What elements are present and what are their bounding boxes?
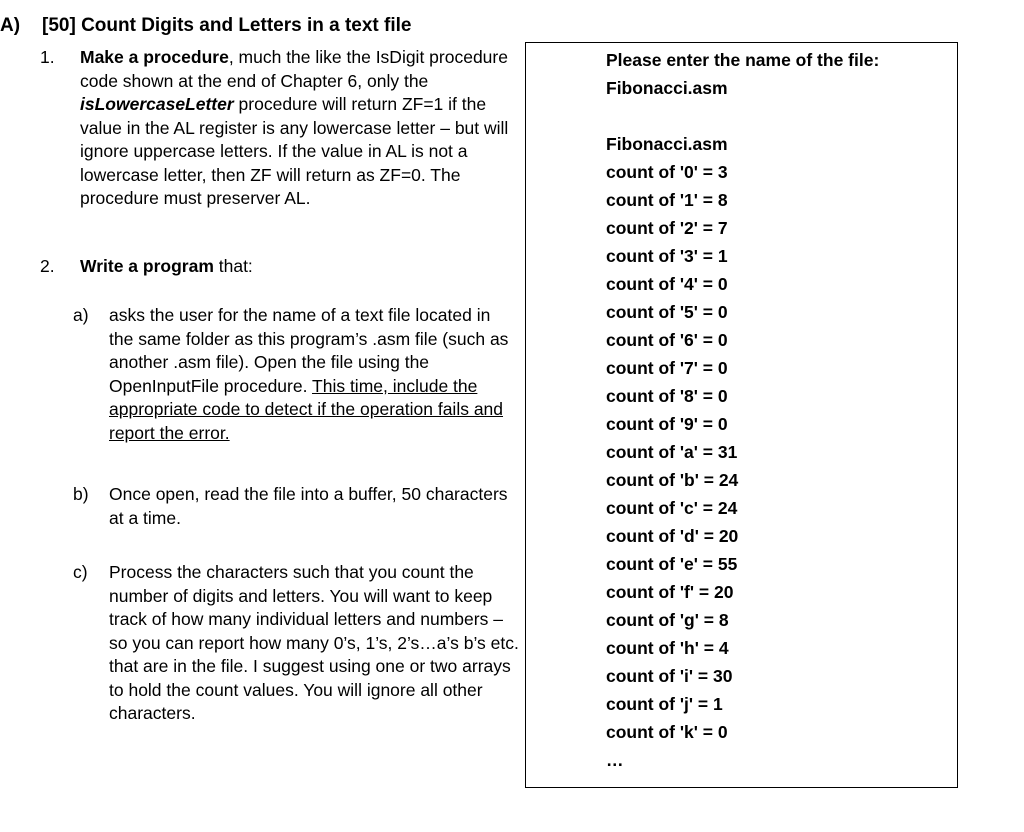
console-count-line: count of 'g' = 8 xyxy=(606,610,729,630)
console-count-line: count of '6' = 0 xyxy=(606,330,728,350)
console-count-line: count of '2' = 7 xyxy=(606,218,728,238)
console-count-line: count of '7' = 0 xyxy=(606,358,728,378)
sub-item-a xyxy=(73,304,519,445)
console-filename: Fibonacci.asm xyxy=(606,134,728,154)
console-output-box xyxy=(525,42,958,788)
console-count-line: count of 'b' = 24 xyxy=(606,470,739,490)
section-title: [50] Count Digits and Letters in a text file xyxy=(42,15,412,36)
sub-item-label: c) xyxy=(73,562,88,582)
console-ellipsis: … xyxy=(606,750,624,770)
console-input: Fibonacci.asm xyxy=(606,78,728,98)
item-1-text-b: procedure will return ZF=1 if the value in the AL register is any lowercase letter – but will ignore uppercase letters. If the value in AL is not a lowercase letter, then ZF will return as ZF=0. The procedure must preserver AL. xyxy=(80,94,509,208)
item-number: 1. xyxy=(40,47,55,67)
console-count-line: count of 'c' = 24 xyxy=(606,498,738,518)
console-prompt: Please enter the name of the file: xyxy=(606,50,880,70)
instruction-item-1 xyxy=(40,46,516,211)
console-count-line: count of 'i' = 30 xyxy=(606,666,733,686)
console-count-line: count of 'e' = 55 xyxy=(606,554,738,574)
console-count-line: count of '0' = 3 xyxy=(606,162,728,182)
item-2-text: that: xyxy=(213,256,253,276)
sub-item-label: b) xyxy=(73,484,89,504)
item-2-body xyxy=(80,255,516,279)
console-count-line: count of 'k' = 0 xyxy=(606,722,728,742)
console-count-line: count of '8' = 0 xyxy=(606,386,728,406)
item-1-lead: Make a procedure xyxy=(80,47,229,67)
section-heading xyxy=(0,14,412,38)
sub-item-c xyxy=(73,561,519,726)
sub-item-b-text: Once open, read the file into a buffer, 50 characters at a time. xyxy=(109,484,508,528)
item-number: 2. xyxy=(40,256,55,276)
console-count-line: count of '1' = 8 xyxy=(606,190,728,210)
instruction-item-2 xyxy=(40,255,516,279)
console-count-line: count of 'a' = 31 xyxy=(606,442,738,462)
item-1-body xyxy=(80,46,516,211)
sub-item-label: a) xyxy=(73,305,89,325)
console-count-line: count of '4' = 0 xyxy=(606,274,728,294)
section-letter: A) xyxy=(0,15,21,36)
console-count-line: count of 'd' = 20 xyxy=(606,526,739,546)
console-count-line: count of 'j' = 1 xyxy=(606,694,723,714)
sub-item-a-underlined: This time, include the appropriate code to detect if the operation fails and report the error. xyxy=(109,375,504,443)
item-2-lead: Write a program xyxy=(80,256,214,276)
console-count-line: count of '3' = 1 xyxy=(606,246,728,266)
sub-item-c-text: Process the characters such that you count the number of digits and letters. You will want to keep track of how many individual letters and numbers – so you can report how many 0’s, 1’s, 2’s…a’s b’s etc. that are in the file. I suggest using one or two arrays to hold the count values. You will ignore all other characters. xyxy=(109,562,519,723)
console-count-line: count of 'h' = 4 xyxy=(606,638,729,658)
console-count-line: count of '5' = 0 xyxy=(606,302,728,322)
sub-item-b xyxy=(73,483,519,530)
item-1-text-a: , much the like the IsDigit procedure code shown at the end of Chapter 6, only the xyxy=(80,47,508,91)
sub-item-a-text: asks the user for the name of a text file located in the same folder as this program’s .asm file (such as another .asm file). Open the file using the OpenInputFile procedure. xyxy=(109,305,509,396)
sub-item-a-body xyxy=(109,304,519,445)
console-count-line: count of 'f' = 20 xyxy=(606,582,734,602)
console-count-line: count of '9' = 0 xyxy=(606,414,728,434)
procedure-name: isLowercaseLetter xyxy=(80,94,234,114)
